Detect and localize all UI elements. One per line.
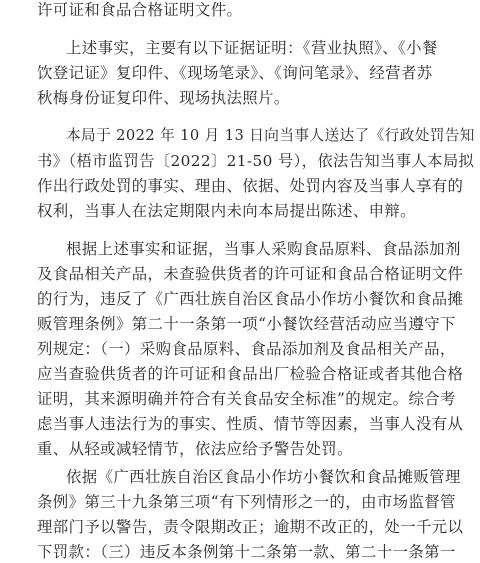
text-line: 本局于 2022 年 10 月 13 日向当事人送达了《行政处罚告知: [66, 127, 475, 144]
text-line: 的行为，违反了《广西壮族自治区食品小作坊小餐饮和食品摊: [37, 290, 464, 308]
text-line: 依据《广西壮族自治区食品小作坊小餐饮和食品摊贩管理: [66, 468, 461, 486]
text-line: 应当查验供货者的许可证和食品出厂检验合格证或者其他合格: [37, 365, 464, 383]
text-line: 下罚款：（三）违反本条例第十二条第一款、第二十一条第一: [37, 543, 456, 561]
text-line: 贩管理条例》第二十一条第一项“小餐饮经营活动应当遵守下: [37, 315, 456, 333]
text-line: 重、从轻或减轻情节，依法应给予警告处罚。: [37, 440, 353, 458]
text-line: 秋梅身份证复印件、现场执法照片。: [37, 89, 290, 107]
text-line: 饮登记证》复印件、《现场笔录》、《询问笔录》、经营者苏: [37, 64, 433, 82]
text-line: 理部门予以警告，责令限期改正；逾期不改正的，处一千元以: [37, 518, 464, 536]
text-line: 根据上述事实和证据，当事人采购食品原料、食品添加剂: [66, 240, 461, 258]
text-line: 许可证和食品合格证明文件。: [37, 1, 243, 19]
text-line: 列规定：（一）采购食品原料、食品添加剂及食品相关产品，: [37, 340, 456, 358]
text-line: 权利，当事人在法定期限内未向本局提出陈述、申辩。: [37, 202, 416, 220]
text-line: 书》（梧市监罚告〔2022〕21-50 号），依法告知当事人本局拟: [37, 152, 475, 170]
text-line: 作出行政处罚的事实、理由、依据、处罚内容及当事人享有的: [37, 177, 464, 195]
text-line: 证明，其来源明确并符合有关食品安全标准”的规定。综合考: [37, 390, 456, 408]
text-line: 上述事实，主要有以下证据证明：《营业执照》、《小餐: [66, 39, 438, 57]
text-line: 条例》第三十九条第三项“有下列情形之一的，由市场监督管: [37, 493, 456, 511]
text-line: 虑当事人违法行为的事实、性质、情节等因素，当事人没有从: [37, 415, 464, 433]
text-line: 及食品相关产品，未查验供货者的许可证和食品合格证明文件: [37, 265, 464, 283]
